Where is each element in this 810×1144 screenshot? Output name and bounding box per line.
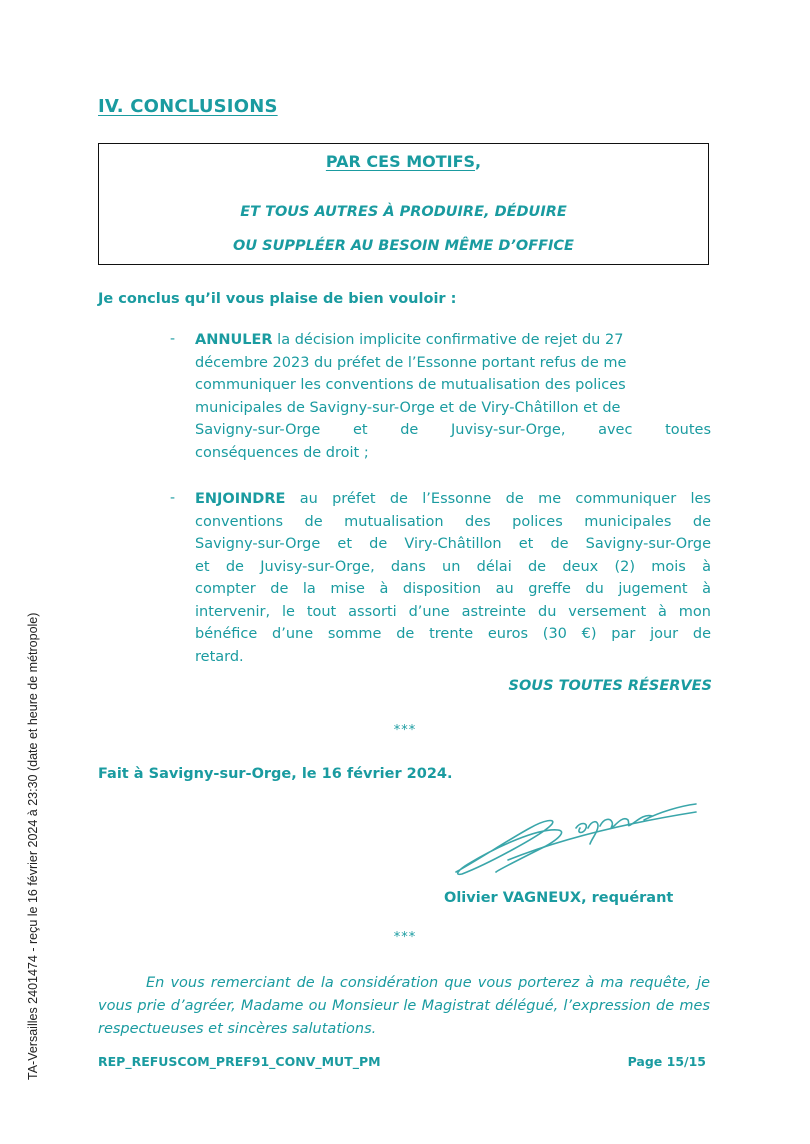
closing-formula: En vous remerciant de la considération que vous porterez à ma requête, je vous prie d’agréer, Madame ou Monsieur le Magistrat délégué, l’expression de mes respectueuses et sincères salutations. [98,975,710,1037]
request-line: compter de la mise à disposition au greffe du jugement à [195,581,711,597]
motifs-line-1: ET TOUS AUTRES À PRODUIRE, DÉDUIRE [240,204,567,220]
request-line: communiquer les conventions de mutualisation des polices [195,377,626,393]
section-title: IV. CONCLUSIONS [98,96,278,117]
signature-image [448,798,700,878]
place-date: Fait à Savigny-sur-Orge, le 16 février 2024. [98,766,453,782]
request-annuler [195,329,711,464]
footer-page-number: Page 15/15 [627,1054,706,1069]
request-line: conséquences de droit ; [195,444,369,461]
request-line: retard. [195,648,244,665]
request-line: conventions de mutualisation des polices municipales de [195,513,711,530]
request-line: au préfet de l’Essonne de me communiquer les [285,491,711,507]
conclusion-intro: Je conclus qu’il vous plaise de bien vouloir : [98,291,457,307]
request-line: décembre 2023 du préfet de l’Essonne portant refus de me [195,354,627,371]
request-line: la décision implicite confirmative de rejet du 27 [272,332,624,348]
motifs-title-suffix: , [475,152,482,171]
request-enjoindre [195,488,711,668]
motifs-title-text: PAR CES MOTIFS [325,152,476,171]
request-verb: ENJOINDRE [195,491,286,507]
footer-reference: REP_REFUSCOM_PREF91_CONV_MUT_PM [98,1054,381,1069]
request-verb: ANNULER [195,332,273,348]
request-line: municipales de Savigny-sur-Orge et de Viry-Châtillon et de [195,399,621,416]
request-line: Savigny-sur-Orge et de Juvisy-sur-Orge, avec toutes [195,422,711,438]
signer-name: Olivier VAGNEUX, requérant [444,890,674,906]
request-line: et de Juvisy-sur-Orge, dans un délai de deux (2) mois à [195,558,711,575]
request-line: intervenir, le tout assorti d’une astreinte du versement à mon [195,603,711,620]
court-receipt-stamp: TA-Versailles 2401474 - reçu le 16 février 2024 à 23:30 (date et heure de métropole) [26,612,40,1080]
motifs-box [98,143,709,265]
bullet-dash: - [170,331,176,347]
separator-stars: *** [393,723,417,738]
reserves-statement: SOUS TOUTES RÉSERVES [508,678,712,694]
motifs-line-2: OU SUPPLÉER AU BESOIN MÊME D’OFFICE [233,238,574,254]
request-line: Savigny-sur-Orge et de Viry-Châtillon et de Savigny-sur-Orge [195,536,711,552]
separator-stars: *** [393,930,417,945]
motifs-title [99,152,708,171]
bullet-dash: - [170,490,176,506]
request-line: bénéfice d’une somme de trente euros (30 €) par jour de [195,626,711,642]
